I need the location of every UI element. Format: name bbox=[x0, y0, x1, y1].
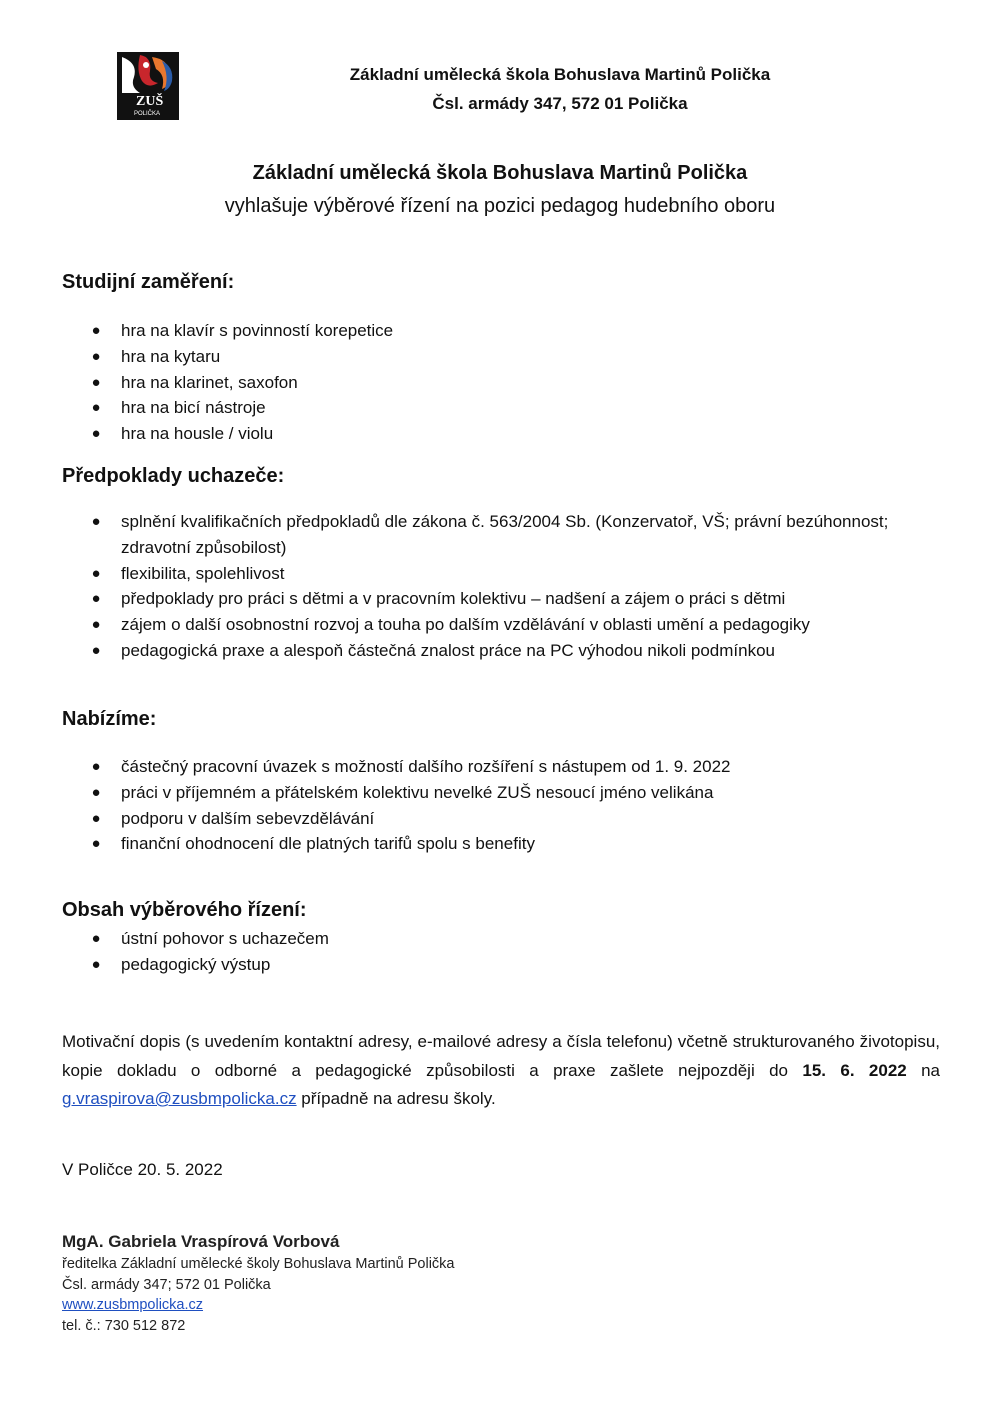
bullet-icon: ● bbox=[91, 783, 101, 801]
letterhead bbox=[260, 60, 860, 118]
list-item-text: předpoklady pro práci s dětmi a v pracovním kolektivu – nadšení a zájem o práci s dětmi bbox=[121, 589, 786, 609]
bullet-icon: ● bbox=[91, 616, 101, 634]
list-item bbox=[62, 344, 942, 370]
signatory-address: Čsl. armády 347; 572 01 Polička bbox=[62, 1276, 271, 1293]
bullet-icon: ● bbox=[91, 590, 101, 608]
bullet-icon: ● bbox=[91, 930, 101, 947]
list-item-text: hra na housle / violu bbox=[121, 424, 274, 444]
bullet-icon: ● bbox=[91, 347, 101, 365]
list-nabizime bbox=[62, 754, 942, 857]
list-predpoklady-uchazece bbox=[62, 509, 942, 664]
title-subtitle: vyhlašuje výběrové řízení na pozici pedagog hudebního oboru bbox=[224, 195, 776, 217]
bullet-icon: ● bbox=[91, 373, 101, 391]
instructions-end: případně na adresu školy. bbox=[296, 1089, 496, 1108]
list-item bbox=[62, 638, 942, 664]
list-item-text: zájem o další osobnostní rozvoj a touha po dalším vzdělávání v oblasti umění a pedagogiky bbox=[121, 615, 810, 635]
email-link[interactable]: g.vraspirova@zusbmpolicka.cz bbox=[62, 1089, 297, 1108]
signature-block bbox=[62, 1230, 455, 1336]
instructions-na: na bbox=[906, 1060, 941, 1080]
letterhead-address: Čsl. armády 347, 572 01 Polička bbox=[432, 94, 688, 113]
list-item bbox=[62, 586, 942, 612]
signatory-name: MgA. Gabriela Vraspírová Vorbová bbox=[62, 1232, 340, 1251]
website-link[interactable]: www.zusbmpolicka.cz bbox=[62, 1297, 204, 1313]
list-item bbox=[62, 395, 942, 421]
bullet-icon: ● bbox=[91, 399, 101, 417]
bullet-icon: ● bbox=[91, 955, 101, 973]
list-item-text: flexibilita, spolehlivost bbox=[121, 563, 285, 583]
announcement-title bbox=[100, 158, 900, 224]
school-logo bbox=[117, 52, 179, 120]
list-item bbox=[62, 831, 942, 857]
letterhead-school-name: Základní umělecká škola Bohuslava Martinů Polička bbox=[349, 65, 771, 84]
list-item-text: hra na bicí nástroje bbox=[121, 398, 266, 418]
title-school-name: Základní umělecká škola Bohuslava Martinů Polička bbox=[252, 162, 748, 184]
list-item-text: pedagogická praxe a alespoň částečná znalost práce na PC výhodou nikoli podmínkou bbox=[121, 640, 775, 660]
bullet-icon: ● bbox=[91, 564, 101, 582]
list-item bbox=[62, 806, 942, 832]
list-item bbox=[62, 561, 942, 587]
heading-predpoklady-uchazece: Předpoklady uchazeče: bbox=[62, 465, 285, 487]
heading-obsah-vyberoveho-rizeni: Obsah výběrového řízení: bbox=[62, 899, 307, 921]
bullet-icon: ● bbox=[91, 513, 101, 530]
heading-studijni-zamereni: Studijní zaměření: bbox=[62, 271, 235, 293]
signatory-role: ředitelka Základní umělecké školy Bohuslava Martinů Polička bbox=[62, 1256, 455, 1272]
list-item-text: částečný pracovní úvazek s možností dalšího rozšíření s nástupem od 1. 9. 2022 bbox=[121, 757, 731, 776]
deadline-date: 15. 6. 2022 bbox=[802, 1060, 907, 1080]
bullet-icon: ● bbox=[91, 758, 101, 775]
bullet-icon: ● bbox=[91, 322, 101, 339]
list-obsah-vyberoveho-rizeni bbox=[62, 926, 942, 978]
list-item-text: hra na kytaru bbox=[121, 346, 221, 366]
list-item bbox=[62, 952, 942, 978]
list-item bbox=[62, 926, 942, 952]
logo-zus-text: ZUŠ bbox=[136, 94, 164, 109]
list-item-text: hra na klavír s povinností korepetice bbox=[121, 321, 394, 340]
logo-graphic bbox=[118, 53, 178, 119]
bullet-icon: ● bbox=[91, 809, 101, 827]
list-item-text: podporu v dalším sebevzdělávání bbox=[121, 808, 375, 828]
list-item bbox=[62, 370, 942, 396]
list-item bbox=[62, 612, 942, 638]
list-studijni-zamereni bbox=[62, 318, 942, 447]
list-item-text: splnění kvalifikačních předpokladů dle zákona č. 563/2004 Sb. (Konzervatoř, VŠ; právní bezúhonnost; zdravotní způsobilost) bbox=[121, 512, 889, 557]
list-item bbox=[62, 509, 942, 561]
list-item-text: práci v příjemném a přátelském kolektivu nevelké ZUŠ nesoucí jméno velikána bbox=[121, 782, 714, 802]
list-item-text: hra na klarinet, saxofon bbox=[121, 372, 298, 392]
list-item-text: finanční ohodnocení dle platných tarifů spolu s benefity bbox=[121, 834, 535, 854]
bullet-icon: ● bbox=[91, 641, 101, 659]
instructions-text: Motivační dopis (s uvedením kontaktní adresy, e-mailové adresy a čísla telefonu) včetně strukturovaného životopisu, kopie dokladu o odborné a pedagogické způsobilosti a praxe zašlete nejpozději do bbox=[62, 1032, 940, 1080]
list-item bbox=[62, 780, 942, 806]
list-item bbox=[62, 318, 942, 344]
bullet-icon: ● bbox=[91, 425, 101, 443]
application-instructions bbox=[62, 1028, 940, 1114]
list-item-text: ústní pohovor s uchazečem bbox=[121, 929, 329, 948]
list-item bbox=[62, 421, 942, 447]
list-item bbox=[62, 754, 942, 780]
list-item-text: pedagogický výstup bbox=[121, 954, 271, 974]
heading-nabizime: Nabízíme: bbox=[62, 708, 157, 730]
logo-city-text: POLIČKA bbox=[134, 111, 161, 117]
bullet-icon: ● bbox=[91, 835, 101, 853]
signatory-phone: tel. č.: 730 512 872 bbox=[62, 1317, 186, 1334]
place-and-date: V Poličce 20. 5. 2022 bbox=[62, 1160, 223, 1179]
